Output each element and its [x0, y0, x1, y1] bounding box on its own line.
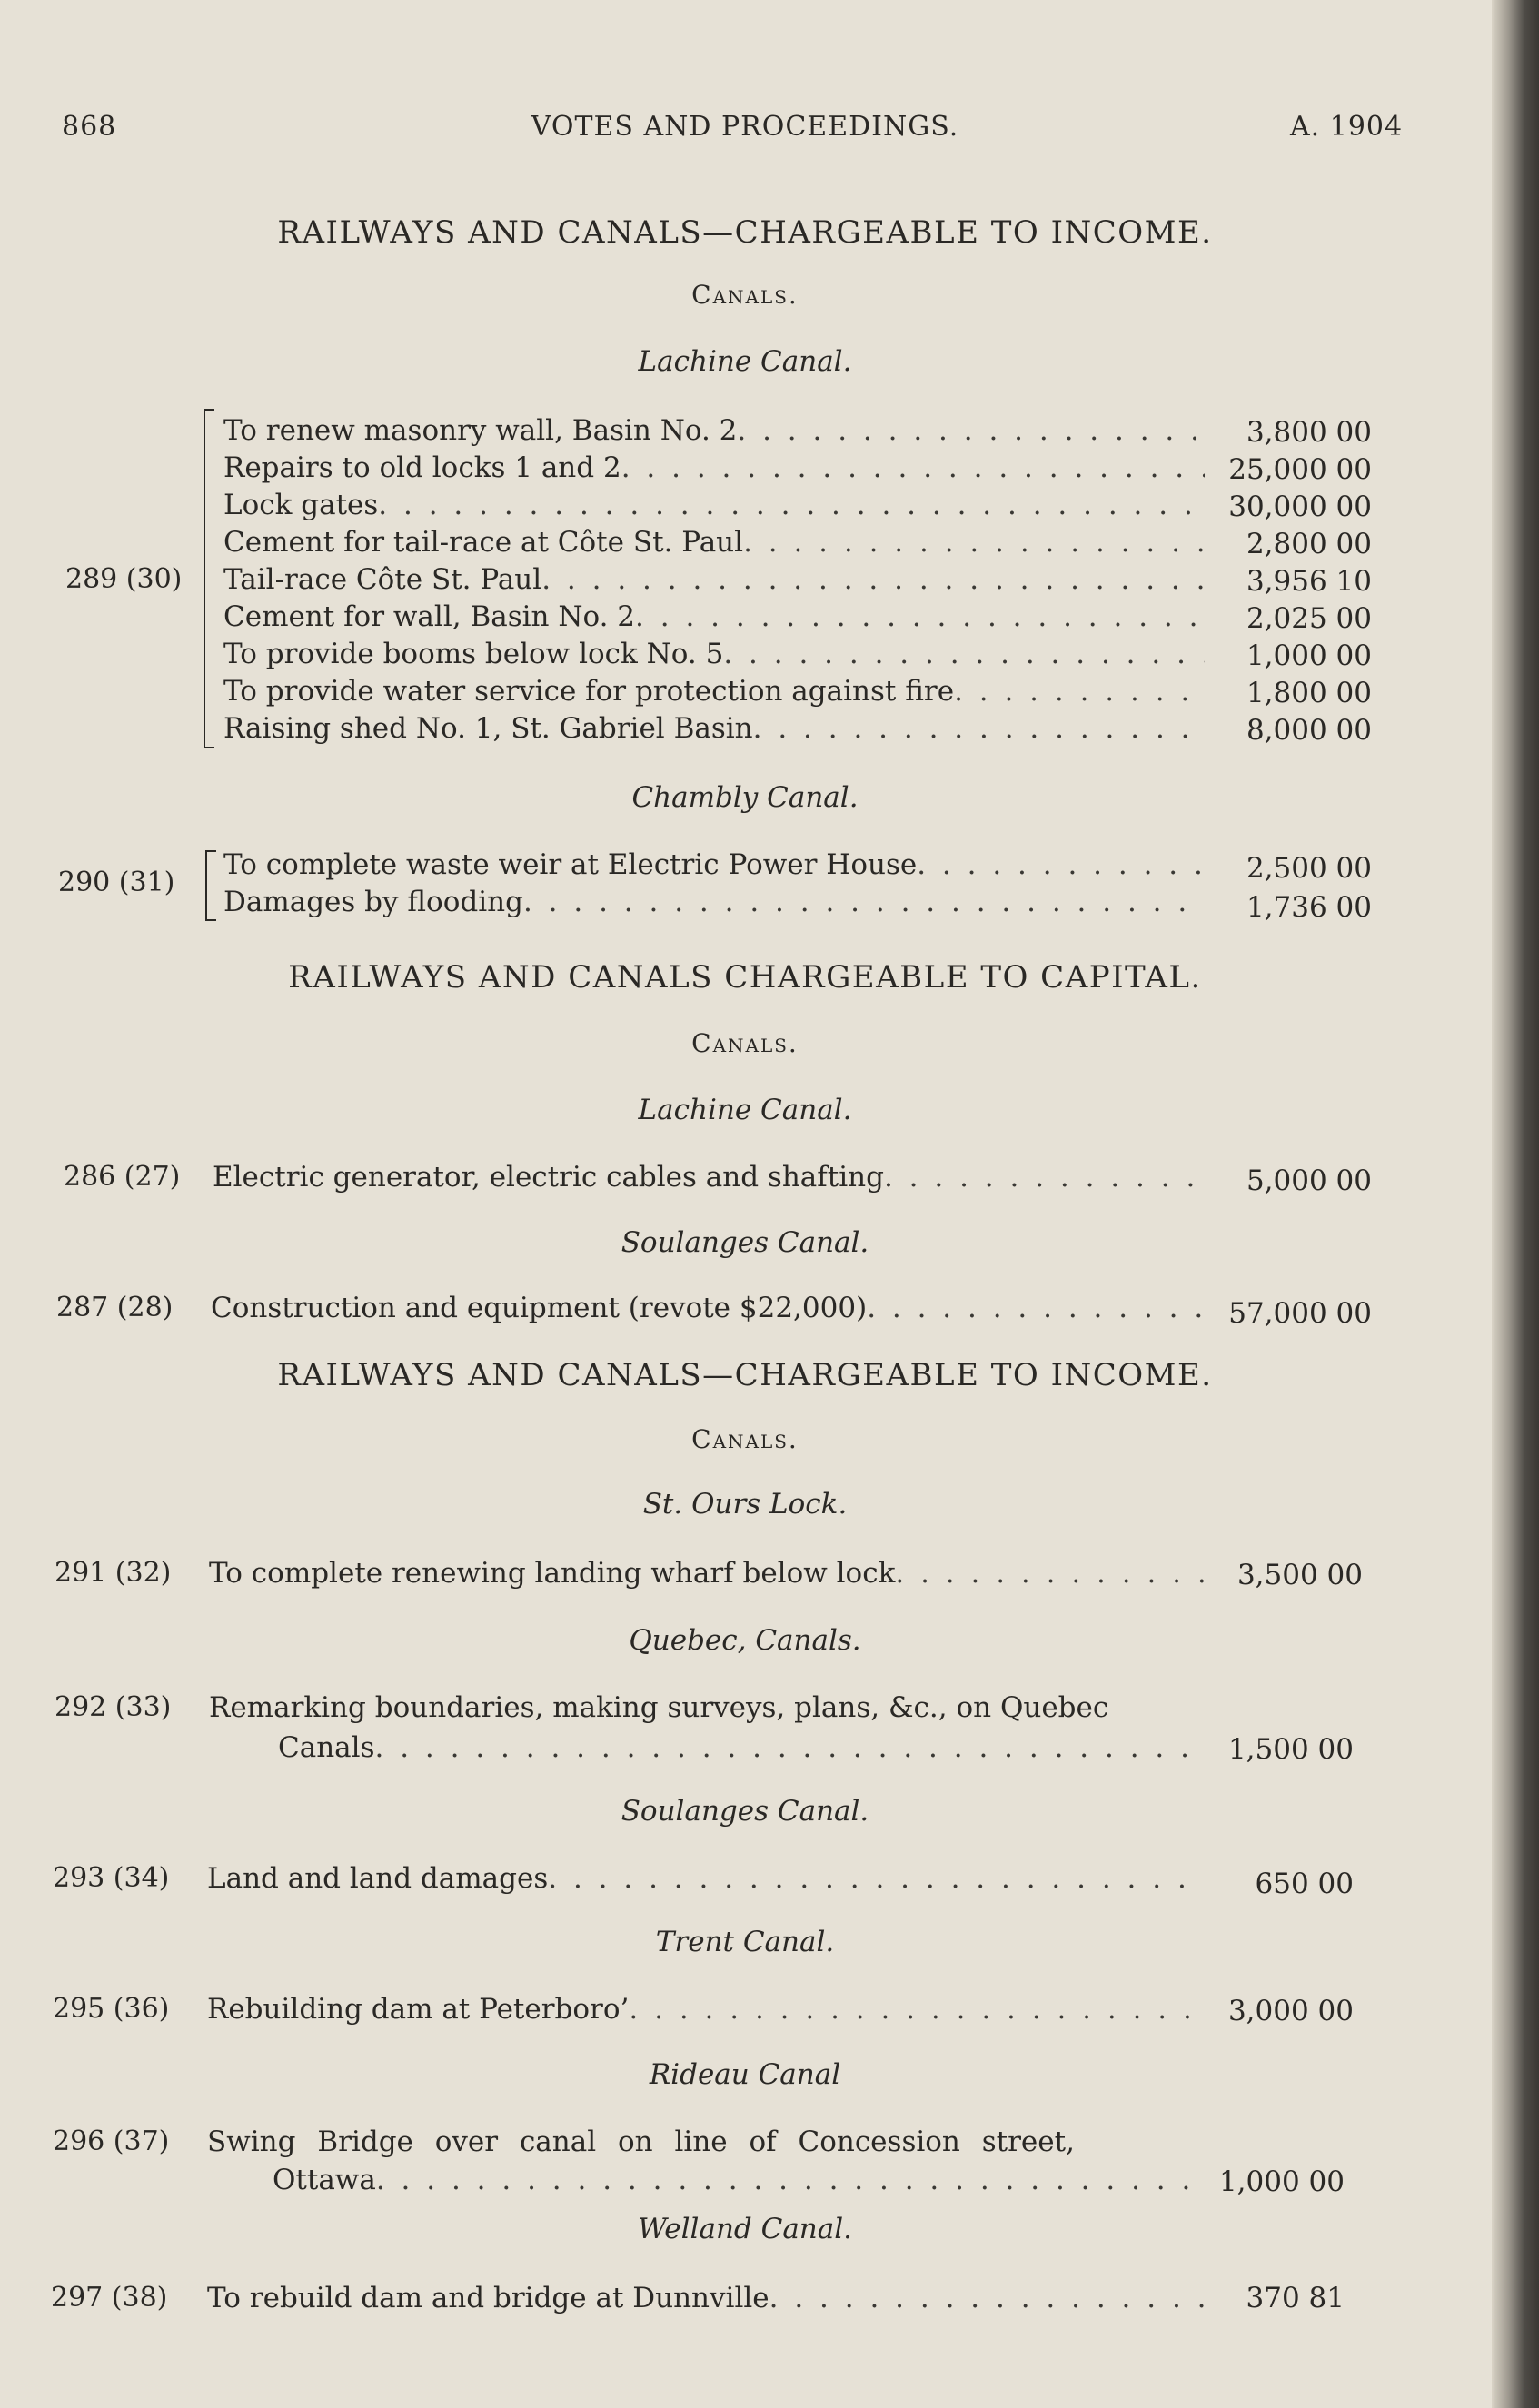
- amount: 1,736 00: [1246, 891, 1372, 924]
- book-spine-shadow: [1492, 0, 1539, 2408]
- amount: 3,500 00: [1236, 1559, 1363, 1591]
- vote-number: 292 (33): [55, 1691, 172, 1723]
- amount: 3,800 00: [1246, 416, 1372, 449]
- canal-heading-soulanges: Soulanges Canal.: [621, 1226, 869, 1259]
- vote-number: 293 (34): [53, 1862, 170, 1894]
- running-title: VOTES AND PROCEEDINGS.: [531, 111, 959, 143]
- vote-number: 295 (36): [53, 1993, 170, 2025]
- list-item: Lock gates . . .: [223, 489, 1205, 521]
- canal-heading-chambly: Chambly Canal.: [631, 781, 859, 814]
- amount: 2,500 00: [1246, 852, 1372, 885]
- canal-heading-lachine: Lachine Canal.: [638, 345, 852, 378]
- subheading-canals: Canals.: [691, 1028, 799, 1058]
- amount: 1,500 00: [1227, 1733, 1354, 1766]
- vote-number: 287 (28): [56, 1292, 174, 1323]
- section-heading-capital: RAILWAYS AND CANALS CHARGEABLE TO CAPITAL.: [288, 959, 1202, 996]
- vote-number-290: 290 (31): [58, 867, 175, 898]
- list-item-line2: Ottawa . . .: [273, 2164, 1205, 2196]
- amount: 650 00: [1255, 1868, 1354, 1900]
- vote-number: 297 (38): [51, 2282, 168, 2314]
- list-item-line1: Swing Bridge over canal on line of Concession street,: [207, 2126, 1075, 2158]
- section-heading-income: RAILWAYS AND CANALS—CHARGEABLE TO INCOME.: [277, 1357, 1213, 1393]
- amount: 2,025 00: [1246, 602, 1372, 635]
- canal-heading-soulanges: Soulanges Canal.: [621, 1795, 869, 1828]
- amount: 370 81: [1246, 2282, 1345, 2314]
- list-item: Tail-race Côte St. Paul . . .: [223, 563, 1205, 596]
- amount: 1,000 00: [1218, 2165, 1345, 2198]
- list-item: To renew masonry wall, Basin No. 2 . . .: [223, 414, 1205, 447]
- list-item: To complete waste weir at Electric Power House . . .: [223, 848, 1205, 881]
- vote-number: 291 (32): [55, 1557, 172, 1589]
- page-number: 868: [62, 111, 117, 143]
- list-item: Cement for tail-race at Côte St. Paul . . .: [223, 526, 1205, 559]
- subheading-canals: Canals.: [691, 1424, 799, 1454]
- amount: 1,000 00: [1246, 639, 1372, 672]
- vote-number: 286 (27): [64, 1161, 181, 1193]
- amount: 5,000 00: [1246, 1164, 1372, 1197]
- amount: 57,000 00: [1228, 1297, 1372, 1330]
- brace-290: [205, 850, 216, 921]
- amount: 3,000 00: [1227, 1995, 1354, 2027]
- section-heading-income: RAILWAYS AND CANALS—CHARGEABLE TO INCOME.: [277, 214, 1213, 251]
- list-item: To provide water service for protection against fire . . .: [223, 675, 1205, 708]
- canal-heading-quebec: Quebec, Canals.: [629, 1624, 861, 1657]
- list-item: To rebuild dam and bridge at Dunnville . . .: [207, 2282, 1205, 2314]
- amount: 8,000 00: [1246, 714, 1372, 747]
- canal-heading-welland: Welland Canal.: [637, 2213, 853, 2245]
- page-year: A. 1904: [1290, 111, 1404, 143]
- canal-heading-lachine: Lachine Canal.: [638, 1094, 852, 1126]
- canal-heading-st-ours: St. Ours Lock.: [642, 1488, 848, 1521]
- amount: 25,000 00: [1228, 453, 1372, 486]
- list-item: Raising shed No. 1, St. Gabriel Basin . . .: [223, 712, 1205, 745]
- amount: 2,800 00: [1246, 528, 1372, 560]
- list-item: Land and land damages . . .: [207, 1862, 1205, 1895]
- list-item: Damages by flooding . . .: [223, 886, 1205, 918]
- subheading-canals: Canals.: [691, 280, 799, 310]
- list-item-line1: Remarking boundaries, making surveys, plans, &c., on Quebec: [209, 1691, 1109, 1724]
- list-item: Repairs to old locks 1 and 2 . . .: [223, 451, 1205, 484]
- vote-number-289: 289 (30): [65, 563, 183, 595]
- list-item: To provide booms below lock No. 5 . . .: [223, 638, 1205, 670]
- canal-heading-rideau: Rideau Canal: [649, 2058, 841, 2091]
- amount: 30,000 00: [1228, 491, 1372, 523]
- list-item: Construction and equipment (revote $22,000) . . .: [211, 1292, 1205, 1324]
- list-item: Rebuilding dam at Peterboro’ . . .: [207, 1993, 1205, 2026]
- canal-heading-trent: Trent Canal.: [655, 1926, 835, 1958]
- list-item: Electric generator, electric cables and shafting . . .: [213, 1161, 1205, 1194]
- vote-number: 296 (37): [53, 2126, 170, 2157]
- amount: 1,800 00: [1246, 677, 1372, 709]
- amount: 3,956 10: [1246, 565, 1372, 598]
- list-item: Cement for wall, Basin No. 2 . . .: [223, 600, 1205, 633]
- list-item: To complete renewing landing wharf below lock . . .: [209, 1557, 1205, 1590]
- list-item-line2: Canals . . .: [278, 1731, 1205, 1764]
- brace-289: [204, 409, 214, 748]
